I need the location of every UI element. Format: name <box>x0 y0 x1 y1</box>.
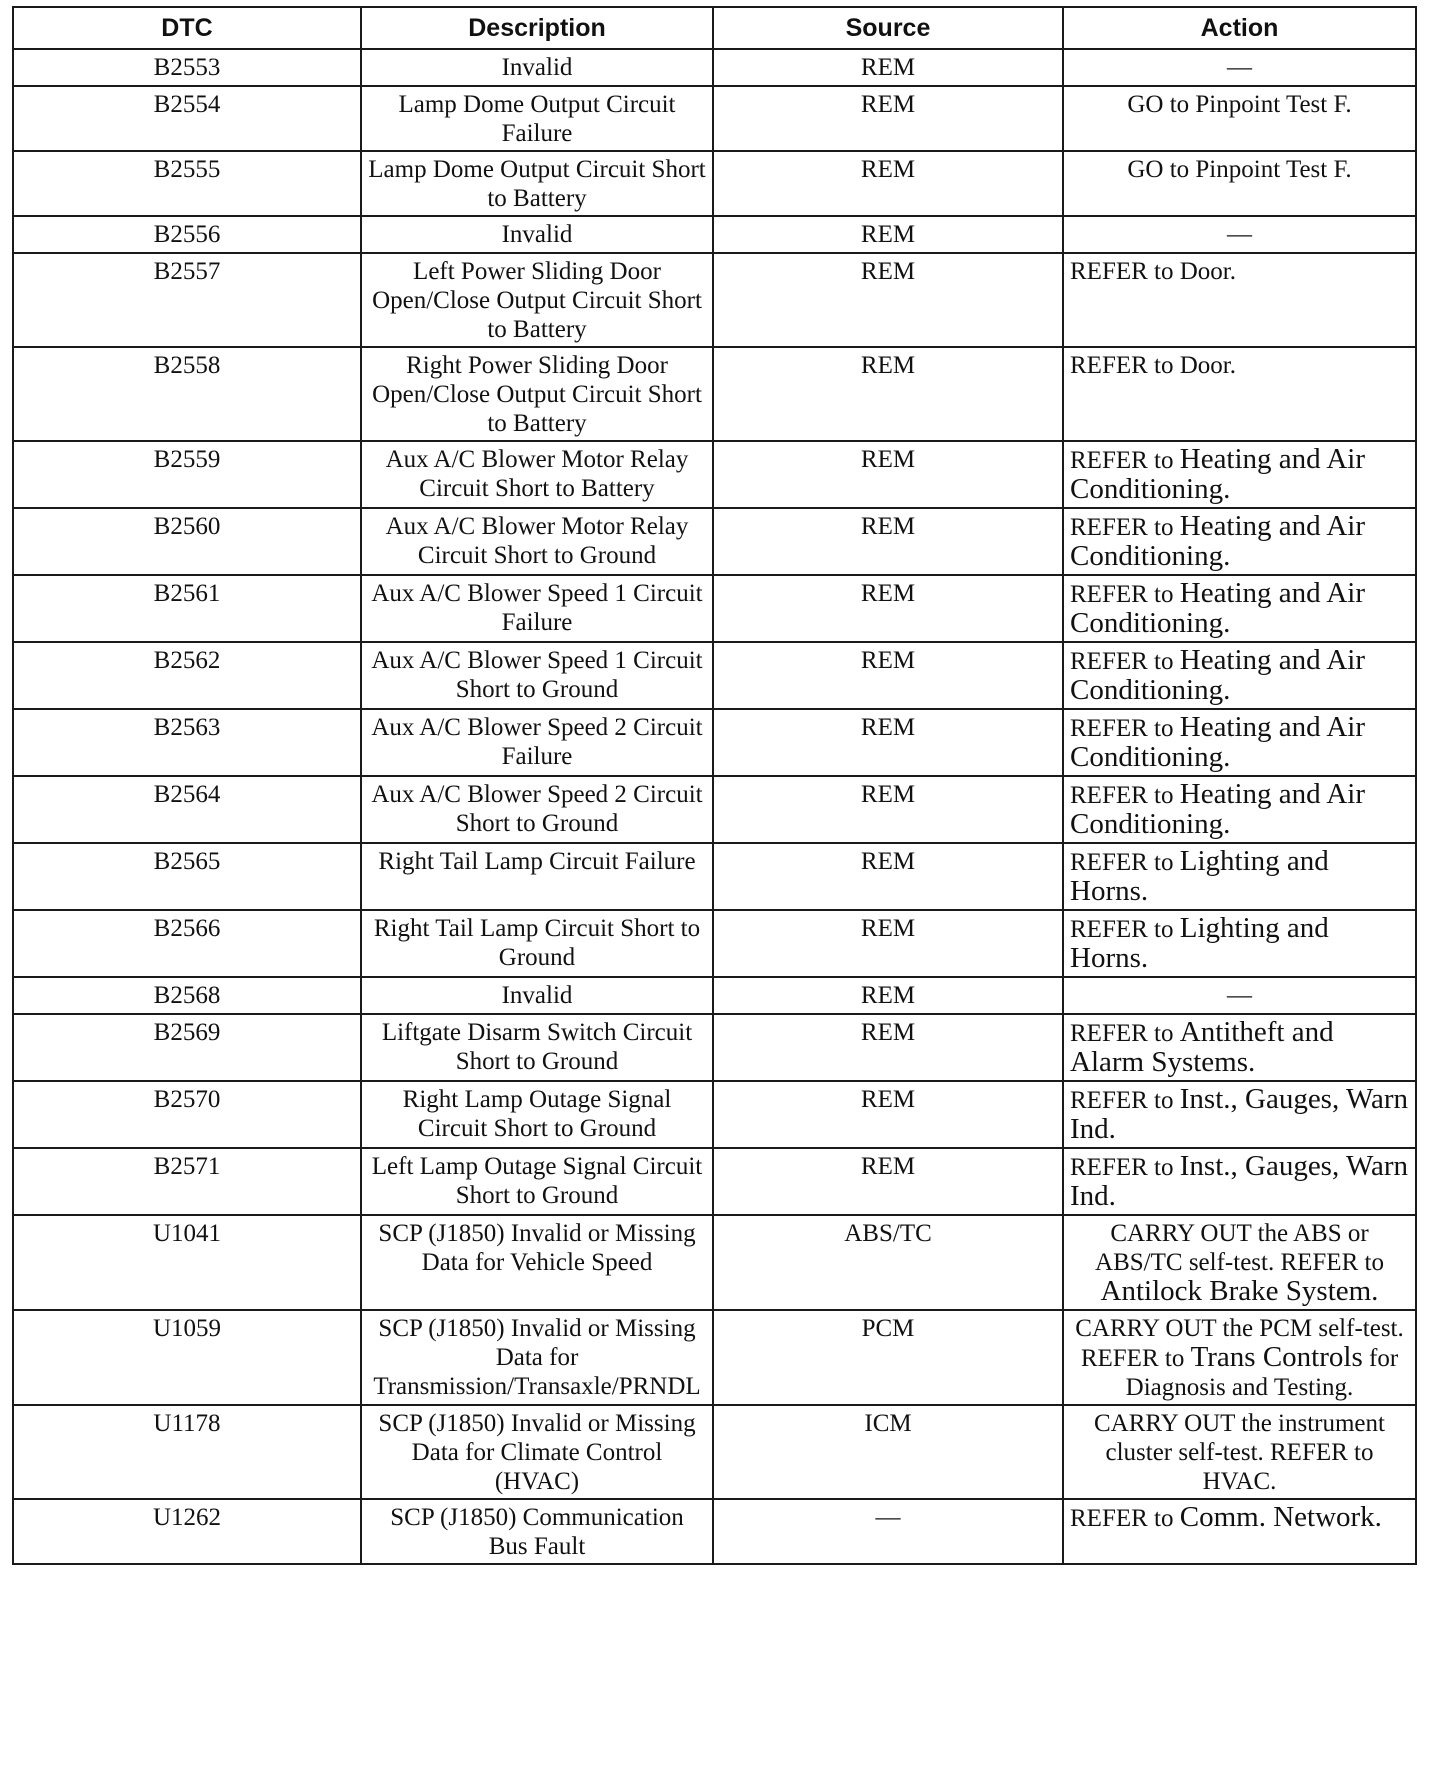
header-action: Action <box>1063 7 1416 49</box>
source-cell: REM <box>713 910 1063 977</box>
source-cell: REM <box>713 508 1063 575</box>
table-row <box>13 86 1416 151</box>
table-row <box>13 1310 1416 1405</box>
description-cell: Aux A/C Blower Speed 1 Circuit Failure <box>361 575 713 642</box>
source-cell: REM <box>713 575 1063 642</box>
dtc-code-cell: U1059 <box>13 1310 361 1405</box>
source-cell: REM <box>713 49 1063 86</box>
action-cell <box>1063 709 1416 776</box>
table-row <box>13 253 1416 347</box>
description-cell: Lamp Dome Output Circuit Short to Battery <box>361 151 713 216</box>
action-cell <box>1063 1014 1416 1081</box>
description-cell: SCP (J1850) Invalid or Missing Data for Vehicle Speed <box>361 1215 713 1310</box>
action-cell: — <box>1063 216 1416 253</box>
description-cell: SCP (J1850) Invalid or Missing Data for Climate Control (HVAC) <box>361 1405 713 1499</box>
source-cell: REM <box>713 253 1063 347</box>
action-target: Inst., Gauges, Warn Ind. <box>1070 1150 1409 1212</box>
description-cell: Aux A/C Blower Speed 2 Circuit Short to Ground <box>361 776 713 843</box>
action-target: Heating and Air Conditioning. <box>1070 711 1365 773</box>
action-cell <box>1063 776 1416 843</box>
description-cell: Invalid <box>361 216 713 253</box>
action-prefix: CARRY OUT the PCM self-test. REFER to <box>1075 1315 1404 1372</box>
table-row <box>13 441 1416 508</box>
description-cell: Aux A/C Blower Speed 2 Circuit Failure <box>361 709 713 776</box>
source-cell: ABS/TC <box>713 1215 1063 1310</box>
action-target: Heating and Air Conditioning. <box>1070 778 1365 840</box>
table-body <box>13 49 1416 1564</box>
action-cell <box>1063 441 1416 508</box>
action-cell <box>1063 843 1416 910</box>
dtc-code-cell: B2564 <box>13 776 361 843</box>
description-cell: Aux A/C Blower Speed 1 Circuit Short to Ground <box>361 642 713 709</box>
action-cell: REFER to Door. <box>1063 253 1416 347</box>
source-cell: REM <box>713 843 1063 910</box>
table-row <box>13 1215 1416 1310</box>
description-cell: Right Tail Lamp Circuit Short to Ground <box>361 910 713 977</box>
dtc-code-cell: U1041 <box>13 1215 361 1310</box>
action-target: Heating and Air Conditioning. <box>1070 577 1365 639</box>
header-row <box>13 7 1416 49</box>
source-cell: REM <box>713 1081 1063 1148</box>
action-target: Inst., Gauges, Warn Ind. <box>1070 1083 1409 1145</box>
description-cell: SCP (J1850) Invalid or Missing Data for Transmission/Transaxle/PRNDL <box>361 1310 713 1405</box>
dtc-code-cell: U1178 <box>13 1405 361 1499</box>
action-suffix: for Diagnosis and Testing. <box>1125 1345 1399 1401</box>
action-cell <box>1063 1148 1416 1215</box>
action-cell <box>1063 1310 1416 1405</box>
source-cell: REM <box>713 86 1063 151</box>
dtc-code-cell: B2557 <box>13 253 361 347</box>
source-cell: REM <box>713 977 1063 1014</box>
action-target: Antilock Brake System. <box>1100 1275 1379 1307</box>
dtc-code-cell: B2560 <box>13 508 361 575</box>
table-row <box>13 49 1416 86</box>
source-cell: REM <box>713 776 1063 843</box>
action-cell <box>1063 642 1416 709</box>
description-cell: Invalid <box>361 977 713 1014</box>
action-target: Heating and Air Conditioning. <box>1070 510 1365 572</box>
action-target: Heating and Air Conditioning. <box>1070 644 1365 706</box>
description-cell: Invalid <box>361 49 713 86</box>
dtc-code-cell: B2553 <box>13 49 361 86</box>
action-prefix: REFER to <box>1070 849 1174 876</box>
table-row <box>13 347 1416 441</box>
dtc-code-cell: B2570 <box>13 1081 361 1148</box>
action-prefix: REFER to <box>1070 782 1174 809</box>
description-cell: Right Lamp Outage Signal Circuit Short to Ground <box>361 1081 713 1148</box>
source-cell: REM <box>713 216 1063 253</box>
source-cell: REM <box>713 1148 1063 1215</box>
dtc-code-cell: B2559 <box>13 441 361 508</box>
action-prefix: CARRY OUT the ABS or ABS/TC self-test. REFER to <box>1095 1220 1384 1276</box>
description-cell: Aux A/C Blower Motor Relay Circuit Short to Battery <box>361 441 713 508</box>
table-row <box>13 977 1416 1014</box>
action-prefix: REFER to <box>1070 514 1174 541</box>
table-row <box>13 216 1416 253</box>
description-cell: Left Power Sliding Door Open/Close Output Circuit Short to Battery <box>361 253 713 347</box>
action-cell: — <box>1063 977 1416 1014</box>
description-cell: Left Lamp Outage Signal Circuit Short to Ground <box>361 1148 713 1215</box>
dtc-code-cell: B2558 <box>13 347 361 441</box>
table-row <box>13 1499 1416 1564</box>
description-cell: Liftgate Disarm Switch Circuit Short to Ground <box>361 1014 713 1081</box>
dtc-code-cell: B2563 <box>13 709 361 776</box>
action-target: Heating and Air Conditioning. <box>1070 443 1365 505</box>
action-cell <box>1063 1081 1416 1148</box>
table-row <box>13 776 1416 843</box>
action-prefix: REFER to <box>1070 1087 1174 1114</box>
source-cell: — <box>713 1499 1063 1564</box>
action-cell <box>1063 910 1416 977</box>
action-cell <box>1063 508 1416 575</box>
action-cell: REFER to Door. <box>1063 347 1416 441</box>
dtc-code-cell: B2569 <box>13 1014 361 1081</box>
dtc-code-cell: B2554 <box>13 86 361 151</box>
action-prefix: REFER to <box>1070 715 1174 742</box>
action-cell: GO to Pinpoint Test F. <box>1063 86 1416 151</box>
header-source: Source <box>713 7 1063 49</box>
source-cell: REM <box>713 1014 1063 1081</box>
source-cell: ICM <box>713 1405 1063 1499</box>
action-cell: — <box>1063 49 1416 86</box>
table-row <box>13 1081 1416 1148</box>
action-cell <box>1063 575 1416 642</box>
table-row <box>13 1405 1416 1499</box>
dtc-code-cell: U1262 <box>13 1499 361 1564</box>
dtc-table <box>12 6 1417 1565</box>
description-cell: SCP (J1850) Communication Bus Fault <box>361 1499 713 1564</box>
source-cell: REM <box>713 642 1063 709</box>
dtc-code-cell: B2565 <box>13 843 361 910</box>
dtc-code-cell: B2561 <box>13 575 361 642</box>
action-target: Antitheft and Alarm Systems. <box>1070 1016 1334 1078</box>
action-prefix: REFER to <box>1070 648 1174 675</box>
dtc-code-cell: B2562 <box>13 642 361 709</box>
action-prefix: REFER to <box>1070 447 1174 474</box>
dtc-code-cell: B2571 <box>13 1148 361 1215</box>
table-row <box>13 1148 1416 1215</box>
table-row <box>13 709 1416 776</box>
table-row <box>13 508 1416 575</box>
table-row <box>13 642 1416 709</box>
action-target: Comm. Network. <box>1179 1501 1382 1533</box>
source-cell: REM <box>713 441 1063 508</box>
action-prefix: REFER to <box>1070 581 1174 608</box>
action-prefix: REFER to <box>1070 1505 1174 1532</box>
action-cell: GO to Pinpoint Test F. <box>1063 151 1416 216</box>
action-cell: CARRY OUT the instrument cluster self-test. REFER to HVAC. <box>1063 1405 1416 1499</box>
source-cell: REM <box>713 151 1063 216</box>
dtc-code-cell: B2568 <box>13 977 361 1014</box>
table-row <box>13 151 1416 216</box>
description-cell: Lamp Dome Output Circuit Failure <box>361 86 713 151</box>
source-cell: REM <box>713 709 1063 776</box>
action-cell <box>1063 1499 1416 1564</box>
dtc-code-cell: B2555 <box>13 151 361 216</box>
source-cell: PCM <box>713 1310 1063 1405</box>
header-dtc: DTC <box>13 7 361 49</box>
description-cell: Right Tail Lamp Circuit Failure <box>361 843 713 910</box>
action-cell <box>1063 1215 1416 1310</box>
description-cell: Right Power Sliding Door Open/Close Output Circuit Short to Battery <box>361 347 713 441</box>
action-target: Lighting and Horns. <box>1070 845 1329 907</box>
dtc-code-cell: B2556 <box>13 216 361 253</box>
source-cell: REM <box>713 347 1063 441</box>
action-target: Lighting and Horns. <box>1070 912 1329 974</box>
description-cell: Aux A/C Blower Motor Relay Circuit Short to Ground <box>361 508 713 575</box>
dtc-code-cell: B2566 <box>13 910 361 977</box>
table-row <box>13 843 1416 910</box>
action-target: Trans Controls <box>1190 1341 1363 1373</box>
table-row <box>13 575 1416 642</box>
action-prefix: REFER to <box>1070 1154 1174 1181</box>
action-prefix: REFER to <box>1070 916 1174 943</box>
header-description: Description <box>361 7 713 49</box>
action-prefix: REFER to <box>1070 1020 1174 1047</box>
table-row <box>13 1014 1416 1081</box>
table-row <box>13 910 1416 977</box>
